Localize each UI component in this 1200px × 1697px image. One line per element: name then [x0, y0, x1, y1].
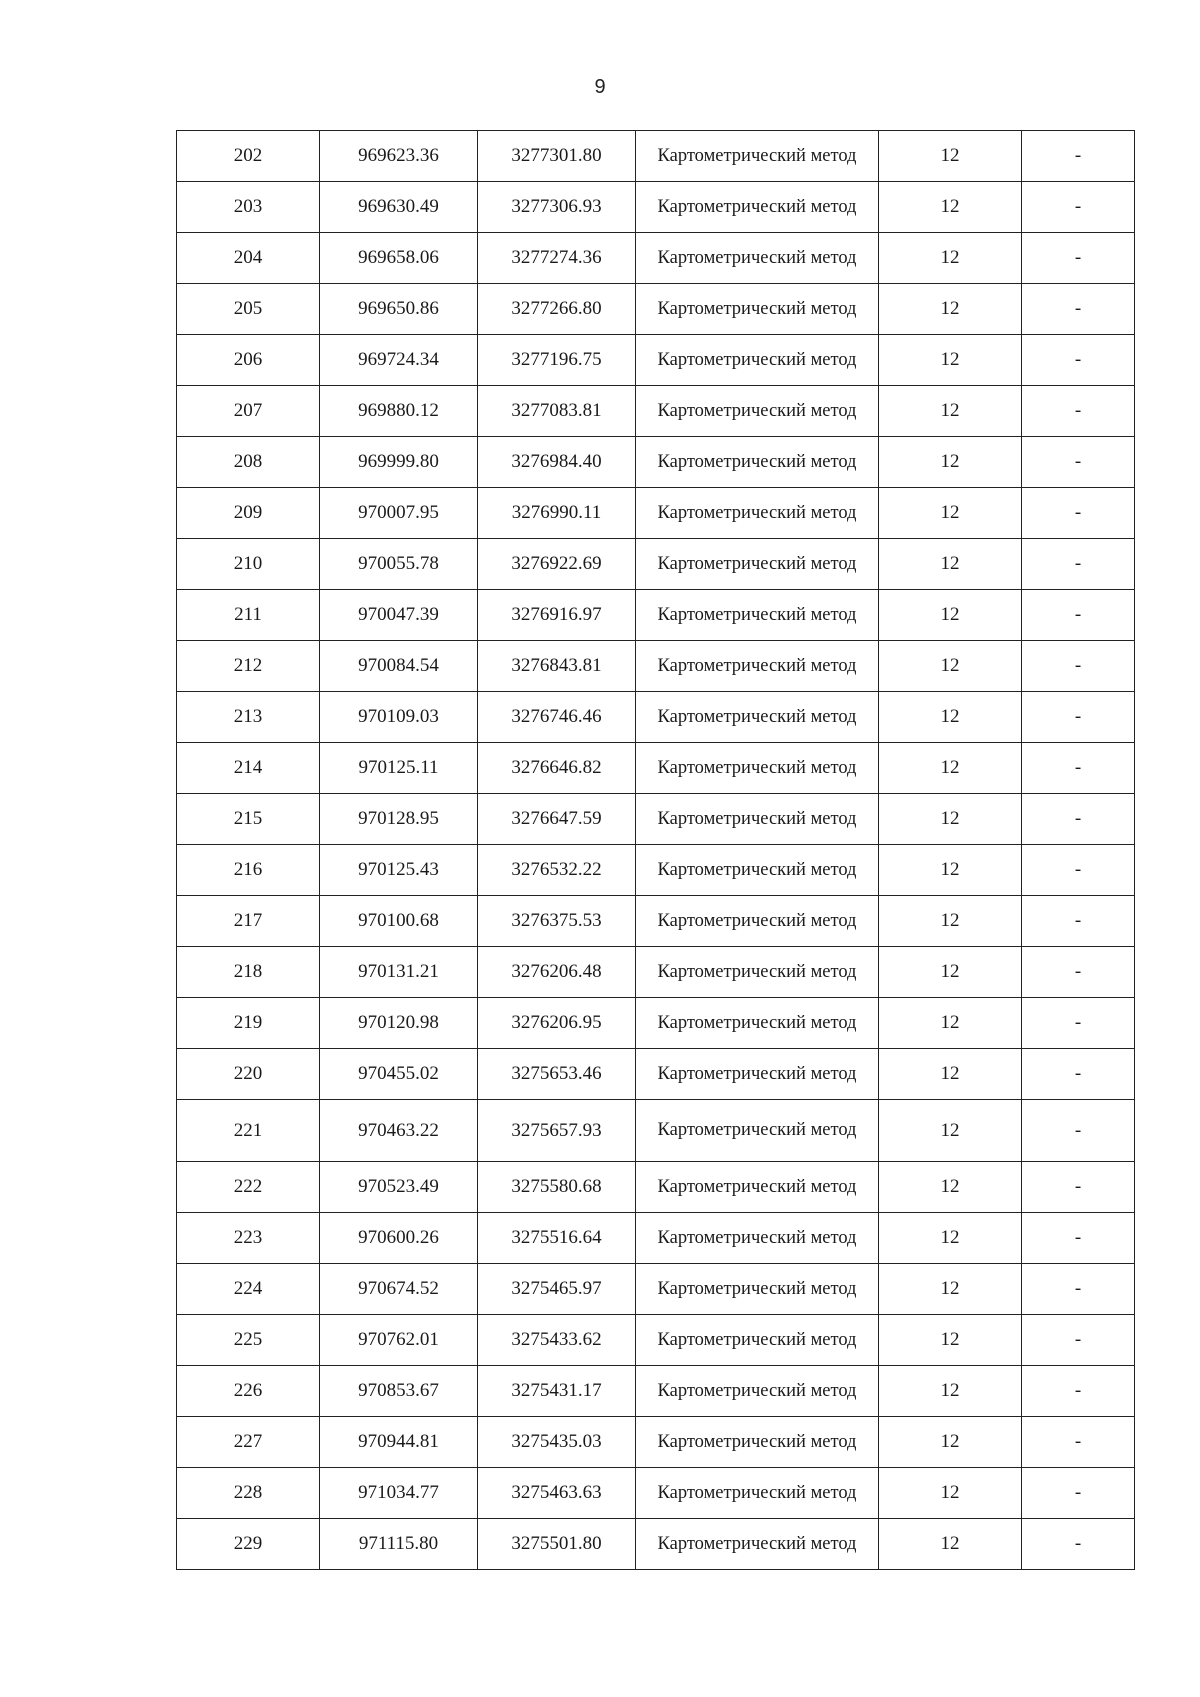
accuracy-cell: 12 — [879, 1213, 1022, 1264]
coordinate-y-cell: 3275580.68 — [478, 1162, 636, 1213]
table-row — [177, 1264, 1135, 1315]
coordinate-y-cell: 3276206.48 — [478, 947, 636, 998]
method-cell: Картометрический метод — [636, 182, 879, 233]
point-number-cell: 215 — [177, 794, 320, 845]
coordinate-y-cell: 3276647.59 — [478, 794, 636, 845]
table-row — [177, 131, 1135, 182]
coordinate-x-cell: 969880.12 — [320, 386, 478, 437]
coordinate-x-cell: 969623.36 — [320, 131, 478, 182]
method-cell: Картометрический метод — [636, 539, 879, 590]
coordinate-x-cell: 970762.01 — [320, 1315, 478, 1366]
coordinate-y-cell: 3276990.11 — [478, 488, 636, 539]
note-cell: - — [1022, 386, 1135, 437]
note-cell: - — [1022, 1213, 1135, 1264]
point-number-cell: 212 — [177, 641, 320, 692]
note-cell: - — [1022, 794, 1135, 845]
table-row — [177, 845, 1135, 896]
coordinate-x-cell: 970100.68 — [320, 896, 478, 947]
coordinate-x-cell: 969658.06 — [320, 233, 478, 284]
note-cell: - — [1022, 488, 1135, 539]
accuracy-cell: 12 — [879, 1100, 1022, 1162]
coordinate-x-cell: 970944.81 — [320, 1417, 478, 1468]
method-cell: Картометрический метод — [636, 1264, 879, 1315]
note-cell: - — [1022, 896, 1135, 947]
table-row — [177, 1366, 1135, 1417]
coordinate-x-cell: 969630.49 — [320, 182, 478, 233]
table-row — [177, 284, 1135, 335]
point-number-cell: 214 — [177, 743, 320, 794]
coordinate-x-cell: 970055.78 — [320, 539, 478, 590]
coordinate-x-cell: 969724.34 — [320, 335, 478, 386]
coordinate-x-cell: 970084.54 — [320, 641, 478, 692]
table-row — [177, 590, 1135, 641]
point-number-cell: 205 — [177, 284, 320, 335]
coordinate-y-cell: 3275653.46 — [478, 1049, 636, 1100]
coordinate-y-cell: 3275501.80 — [478, 1519, 636, 1570]
coordinate-x-cell: 970128.95 — [320, 794, 478, 845]
accuracy-cell: 12 — [879, 1519, 1022, 1570]
coordinate-x-cell: 970007.95 — [320, 488, 478, 539]
note-cell: - — [1022, 1100, 1135, 1162]
point-number-cell: 228 — [177, 1468, 320, 1519]
point-number-cell: 224 — [177, 1264, 320, 1315]
coordinate-y-cell: 3275463.63 — [478, 1468, 636, 1519]
method-cell: Картометрический метод — [636, 1315, 879, 1366]
table-row — [177, 794, 1135, 845]
table-row — [177, 1417, 1135, 1468]
point-number-cell: 204 — [177, 233, 320, 284]
note-cell: - — [1022, 998, 1135, 1049]
table-row — [177, 488, 1135, 539]
coordinate-x-cell: 970125.11 — [320, 743, 478, 794]
point-number-cell: 203 — [177, 182, 320, 233]
accuracy-cell: 12 — [879, 1264, 1022, 1315]
accuracy-cell: 12 — [879, 692, 1022, 743]
accuracy-cell: 12 — [879, 1315, 1022, 1366]
coordinate-y-cell: 3275435.03 — [478, 1417, 636, 1468]
accuracy-cell: 12 — [879, 845, 1022, 896]
note-cell: - — [1022, 1366, 1135, 1417]
accuracy-cell: 12 — [879, 539, 1022, 590]
coordinates-table-body — [177, 131, 1135, 1570]
method-cell: Картометрический метод — [636, 998, 879, 1049]
coordinate-y-cell: 3276746.46 — [478, 692, 636, 743]
accuracy-cell: 12 — [879, 743, 1022, 794]
accuracy-cell: 12 — [879, 488, 1022, 539]
coordinate-y-cell: 3277083.81 — [478, 386, 636, 437]
method-cell: Картометрический метод — [636, 1213, 879, 1264]
note-cell: - — [1022, 947, 1135, 998]
accuracy-cell: 12 — [879, 284, 1022, 335]
point-number-cell: 213 — [177, 692, 320, 743]
coordinate-y-cell: 3276532.22 — [478, 845, 636, 896]
coordinate-x-cell: 970463.22 — [320, 1100, 478, 1162]
table-row — [177, 1213, 1135, 1264]
note-cell: - — [1022, 539, 1135, 590]
coordinate-y-cell: 3277266.80 — [478, 284, 636, 335]
method-cell: Картометрический метод — [636, 896, 879, 947]
method-cell: Картометрический метод — [636, 1519, 879, 1570]
table-row — [177, 947, 1135, 998]
method-cell: Картометрический метод — [636, 845, 879, 896]
coordinate-y-cell: 3276984.40 — [478, 437, 636, 488]
point-number-cell: 202 — [177, 131, 320, 182]
table-row — [177, 1049, 1135, 1100]
accuracy-cell: 12 — [879, 590, 1022, 641]
coordinate-y-cell: 3277196.75 — [478, 335, 636, 386]
accuracy-cell: 12 — [879, 896, 1022, 947]
accuracy-cell: 12 — [879, 1366, 1022, 1417]
accuracy-cell: 12 — [879, 131, 1022, 182]
method-cell: Картометрический метод — [636, 1417, 879, 1468]
accuracy-cell: 12 — [879, 1417, 1022, 1468]
method-cell: Картометрический метод — [636, 641, 879, 692]
coordinate-x-cell: 970047.39 — [320, 590, 478, 641]
coordinate-y-cell: 3276916.97 — [478, 590, 636, 641]
method-cell: Картометрический метод — [636, 590, 879, 641]
method-cell: Картометрический метод — [636, 947, 879, 998]
accuracy-cell: 12 — [879, 386, 1022, 437]
coordinate-y-cell: 3276922.69 — [478, 539, 636, 590]
method-cell: Картометрический метод — [636, 692, 879, 743]
coordinate-y-cell: 3275465.97 — [478, 1264, 636, 1315]
coordinate-x-cell: 970455.02 — [320, 1049, 478, 1100]
accuracy-cell: 12 — [879, 1468, 1022, 1519]
table-row — [177, 539, 1135, 590]
method-cell: Картометрический метод — [636, 794, 879, 845]
note-cell: - — [1022, 335, 1135, 386]
accuracy-cell: 12 — [879, 233, 1022, 284]
table-row — [177, 743, 1135, 794]
coordinate-x-cell: 969999.80 — [320, 437, 478, 488]
note-cell: - — [1022, 182, 1135, 233]
table-row — [177, 182, 1135, 233]
table-row — [177, 1468, 1135, 1519]
coordinate-y-cell: 3277274.36 — [478, 233, 636, 284]
point-number-cell: 209 — [177, 488, 320, 539]
table-row — [177, 1162, 1135, 1213]
coordinate-x-cell: 971034.77 — [320, 1468, 478, 1519]
note-cell: - — [1022, 692, 1135, 743]
point-number-cell: 225 — [177, 1315, 320, 1366]
accuracy-cell: 12 — [879, 437, 1022, 488]
coordinate-y-cell: 3275516.64 — [478, 1213, 636, 1264]
table-row — [177, 692, 1135, 743]
note-cell: - — [1022, 1315, 1135, 1366]
note-cell: - — [1022, 1468, 1135, 1519]
table-row — [177, 998, 1135, 1049]
table-row — [177, 233, 1135, 284]
note-cell: - — [1022, 437, 1135, 488]
table-row — [177, 335, 1135, 386]
coordinate-y-cell: 3276206.95 — [478, 998, 636, 1049]
accuracy-cell: 12 — [879, 1162, 1022, 1213]
coordinates-table — [176, 130, 1135, 1570]
method-cell: Картометрический метод — [636, 1468, 879, 1519]
note-cell: - — [1022, 1162, 1135, 1213]
coordinate-x-cell: 970674.52 — [320, 1264, 478, 1315]
coordinate-y-cell: 3276646.82 — [478, 743, 636, 794]
note-cell: - — [1022, 284, 1135, 335]
point-number-cell: 218 — [177, 947, 320, 998]
coordinate-x-cell: 970109.03 — [320, 692, 478, 743]
point-number-cell: 208 — [177, 437, 320, 488]
coordinate-x-cell: 970600.26 — [320, 1213, 478, 1264]
coordinate-y-cell: 3275657.93 — [478, 1100, 636, 1162]
method-cell: Картометрический метод — [636, 386, 879, 437]
point-number-cell: 207 — [177, 386, 320, 437]
note-cell: - — [1022, 590, 1135, 641]
point-number-cell: 221 — [177, 1100, 320, 1162]
coordinate-y-cell: 3277301.80 — [478, 131, 636, 182]
method-cell: Картометрический метод — [636, 1100, 879, 1162]
table-row — [177, 896, 1135, 947]
point-number-cell: 211 — [177, 590, 320, 641]
accuracy-cell: 12 — [879, 947, 1022, 998]
point-number-cell: 229 — [177, 1519, 320, 1570]
accuracy-cell: 12 — [879, 998, 1022, 1049]
accuracy-cell: 12 — [879, 641, 1022, 692]
coordinate-y-cell: 3277306.93 — [478, 182, 636, 233]
note-cell: - — [1022, 233, 1135, 284]
note-cell: - — [1022, 1417, 1135, 1468]
method-cell: Картометрический метод — [636, 1366, 879, 1417]
coordinate-y-cell: 3276375.53 — [478, 896, 636, 947]
point-number-cell: 223 — [177, 1213, 320, 1264]
point-number-cell: 206 — [177, 335, 320, 386]
point-number-cell: 219 — [177, 998, 320, 1049]
method-cell: Картометрический метод — [636, 437, 879, 488]
method-cell: Картометрический метод — [636, 488, 879, 539]
note-cell: - — [1022, 1519, 1135, 1570]
method-cell: Картометрический метод — [636, 743, 879, 794]
note-cell: - — [1022, 641, 1135, 692]
accuracy-cell: 12 — [879, 335, 1022, 386]
method-cell: Картометрический метод — [636, 284, 879, 335]
point-number-cell: 226 — [177, 1366, 320, 1417]
point-number-cell: 227 — [177, 1417, 320, 1468]
note-cell: - — [1022, 743, 1135, 794]
coordinate-y-cell: 3276843.81 — [478, 641, 636, 692]
note-cell: - — [1022, 131, 1135, 182]
note-cell: - — [1022, 1049, 1135, 1100]
method-cell: Картометрический метод — [636, 233, 879, 284]
note-cell: - — [1022, 1264, 1135, 1315]
table-row — [177, 386, 1135, 437]
accuracy-cell: 12 — [879, 794, 1022, 845]
method-cell: Картометрический метод — [636, 131, 879, 182]
point-number-cell: 210 — [177, 539, 320, 590]
table-row — [177, 1100, 1135, 1162]
method-cell: Картометрический метод — [636, 1049, 879, 1100]
table-row — [177, 437, 1135, 488]
coordinate-x-cell: 969650.86 — [320, 284, 478, 335]
point-number-cell: 216 — [177, 845, 320, 896]
coordinate-x-cell: 971115.80 — [320, 1519, 478, 1570]
method-cell: Картометрический метод — [636, 1162, 879, 1213]
coordinate-y-cell: 3275431.17 — [478, 1366, 636, 1417]
coordinate-x-cell: 970131.21 — [320, 947, 478, 998]
coordinate-x-cell: 970125.43 — [320, 845, 478, 896]
table-row — [177, 1519, 1135, 1570]
coordinate-x-cell: 970523.49 — [320, 1162, 478, 1213]
accuracy-cell: 12 — [879, 182, 1022, 233]
coordinate-x-cell: 970853.67 — [320, 1366, 478, 1417]
point-number-cell: 222 — [177, 1162, 320, 1213]
table-row — [177, 1315, 1135, 1366]
table-row — [177, 641, 1135, 692]
accuracy-cell: 12 — [879, 1049, 1022, 1100]
point-number-cell: 217 — [177, 896, 320, 947]
coordinate-x-cell: 970120.98 — [320, 998, 478, 1049]
note-cell: - — [1022, 845, 1135, 896]
page-number: 9 — [594, 76, 606, 98]
point-number-cell: 220 — [177, 1049, 320, 1100]
method-cell: Картометрический метод — [636, 335, 879, 386]
coordinate-y-cell: 3275433.62 — [478, 1315, 636, 1366]
